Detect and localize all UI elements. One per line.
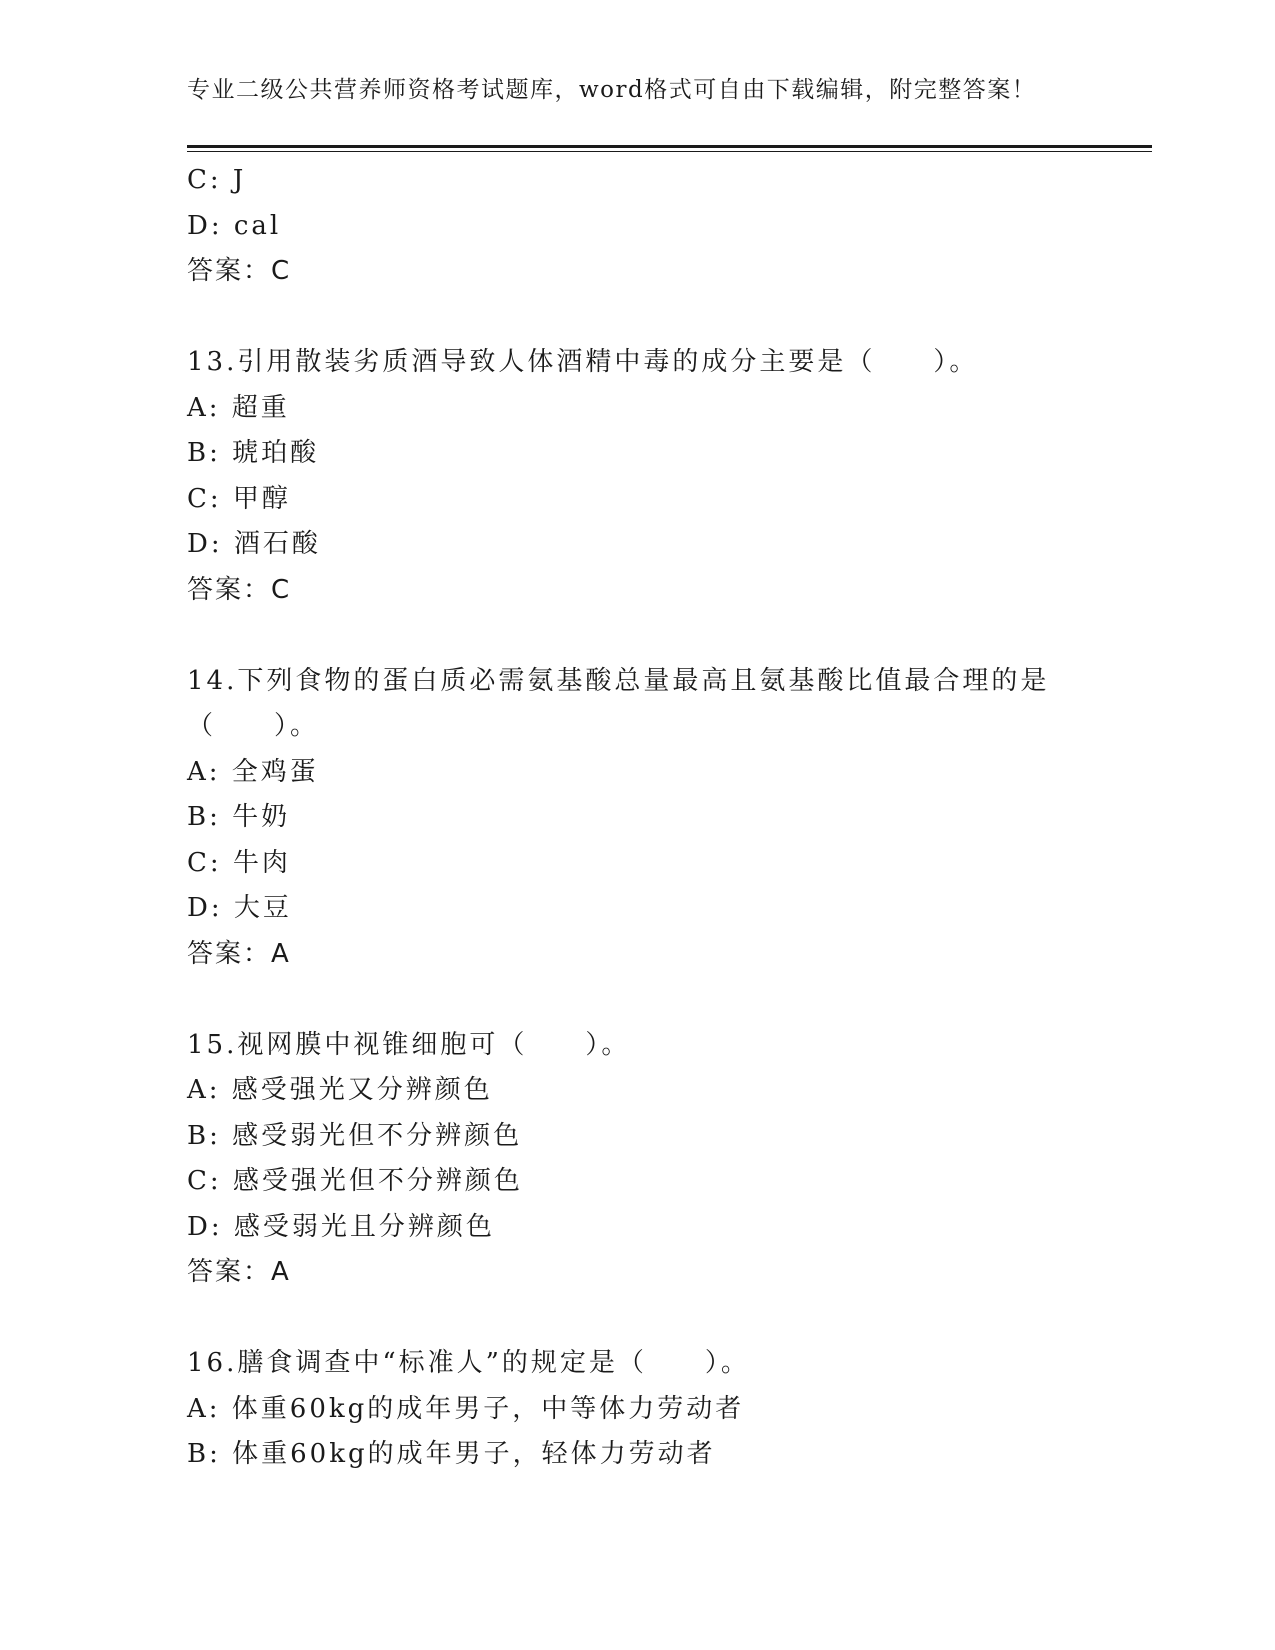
- option-a: A: 全鸡蛋: [187, 756, 319, 787]
- question-stem: 16.膳食调查中“标准人”的规定是（ ）。: [187, 1348, 750, 1378]
- answer: 答案：A: [187, 938, 291, 969]
- option-d: D: cal: [187, 210, 282, 241]
- page-header: 专业二级公共营养师资格考试题库，word格式可自由下载编辑，附完整答案！: [187, 77, 1037, 103]
- question-13: [187, 340, 1087, 613]
- header-rule-thin: [187, 151, 1152, 152]
- option-b: B: 牛奶: [187, 802, 291, 832]
- option-a: A: 感受强光又分辨颜色: [187, 1075, 493, 1105]
- question-14: [187, 659, 1087, 978]
- question-list: [187, 158, 1087, 1478]
- option-c: C: J: [187, 165, 247, 195]
- option-d: D: 酒石酸: [187, 529, 321, 559]
- option-d: D: 感受弱光且分辨颜色: [187, 1211, 495, 1242]
- question-stem: 14.下列食物的蛋白质必需氨基酸总量最高且氨基酸比值最合理的是（ ）。: [187, 665, 1050, 741]
- answer: 答案：A: [187, 1257, 291, 1287]
- option-b: B: 体重60kg的成年男子，轻体力劳动者: [187, 1439, 716, 1469]
- question-stem: 15.视网膜中视锥细胞可（ ）。: [187, 1029, 631, 1060]
- option-c: C: 感受强光但不分辨颜色: [187, 1166, 523, 1196]
- option-c: C: 甲醇: [187, 483, 291, 514]
- option-b: B: 琥珀酸: [187, 438, 320, 468]
- option-c: C: 牛肉: [187, 847, 291, 878]
- answer: 答案：C: [187, 256, 292, 286]
- header-rule-thick: [187, 145, 1152, 148]
- question-15: [187, 1023, 1087, 1296]
- carry-over-block: [187, 158, 1087, 295]
- option-b: B: 感受弱光但不分辨颜色: [187, 1120, 523, 1151]
- answer: 答案：C: [187, 574, 292, 605]
- question-16: [187, 1341, 1087, 1478]
- option-d: D: 大豆: [187, 893, 292, 923]
- question-stem: 13.引用散装劣质酒导致人体酒精中毒的成分主要是（ ）。: [187, 347, 979, 377]
- option-a: A: 超重: [187, 392, 290, 423]
- option-a: A: 体重60kg的成年男子，中等体力劳动者: [187, 1393, 745, 1424]
